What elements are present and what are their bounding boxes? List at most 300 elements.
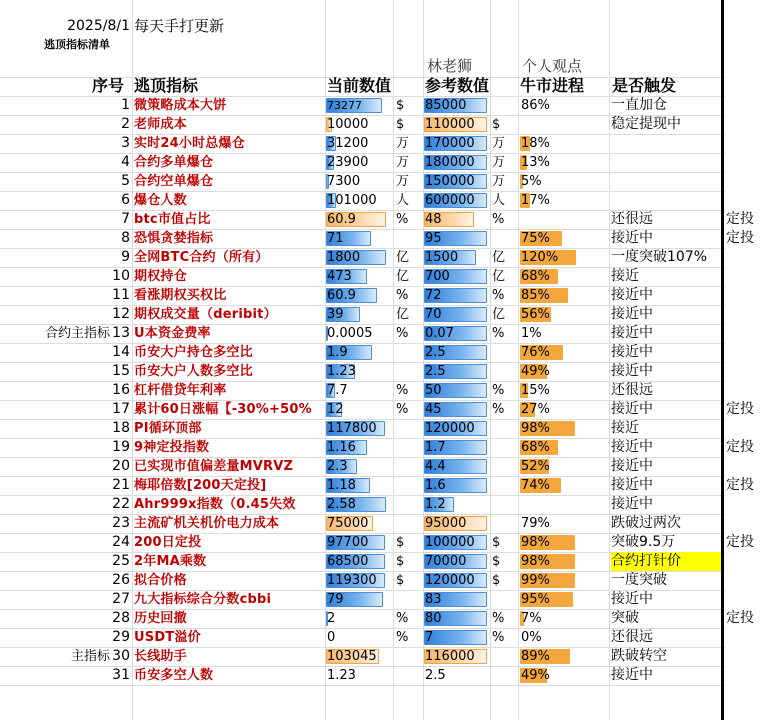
current-unit[interactable]: 万 — [396, 155, 410, 170]
indicator-name[interactable]: 主流矿机关机价电力成本 — [134, 516, 280, 531]
row-index[interactable]: 7 — [121, 211, 130, 227]
reference-value-cell[interactable] — [424, 495, 487, 514]
row-index[interactable]: 3 — [121, 135, 130, 151]
trigger-status[interactable]: 还很远 — [611, 629, 653, 645]
trigger-status[interactable]: 接近中 — [611, 667, 653, 683]
reference-value-cell[interactable] — [424, 267, 487, 286]
current-value-cell-value: 12 — [327, 402, 344, 417]
reference-value-cell[interactable] — [424, 362, 487, 381]
bull-progress-cell[interactable] — [520, 457, 610, 476]
row-index[interactable]: 29 — [112, 629, 130, 645]
table-row[interactable] — [0, 552, 780, 571]
bull-progress-cell[interactable] — [520, 381, 610, 400]
group-label[interactable] — [0, 533, 110, 552]
table-row[interactable] — [0, 191, 780, 210]
table-row[interactable] — [0, 362, 780, 381]
row-index[interactable]: 2 — [121, 116, 130, 132]
trigger-status[interactable]: 接近中 — [611, 287, 653, 303]
table-row[interactable] — [0, 609, 780, 628]
trigger-status[interactable]: 接近中 — [611, 325, 653, 341]
trigger-status[interactable]: 接近中 — [611, 439, 653, 455]
trigger-status[interactable]: 接近中 — [611, 363, 653, 379]
extra-note[interactable]: 定投 — [726, 211, 754, 227]
bull-progress-cell[interactable] — [520, 647, 610, 666]
extra-note[interactable]: 定投 — [726, 477, 754, 493]
reference-value-cell[interactable] — [424, 286, 487, 305]
reference-value-cell[interactable] — [424, 400, 487, 419]
row-index[interactable]: 26 — [112, 572, 130, 588]
reference-value-cell[interactable] — [424, 229, 487, 248]
group-label[interactable] — [0, 552, 110, 571]
reference-unit[interactable]: $ — [492, 554, 501, 569]
indicator-name[interactable]: 期权持仓 — [134, 269, 187, 284]
current-unit[interactable]: $ — [396, 554, 405, 569]
indicator-name[interactable]: 币安大户人数多空比 — [134, 364, 253, 379]
trigger-status[interactable]: 稳定提现中 — [611, 116, 681, 132]
indicator-name[interactable]: 长线助手 — [134, 649, 187, 664]
current-value-cell[interactable] — [326, 305, 386, 324]
trigger-status[interactable]: 接近中 — [611, 401, 653, 417]
table-row[interactable] — [0, 476, 780, 495]
row-index[interactable]: 1 — [121, 97, 130, 113]
trigger-status[interactable]: 突破9.5万 — [611, 534, 676, 550]
table-row[interactable] — [0, 115, 780, 134]
group-label[interactable] — [0, 495, 110, 514]
indicator-name[interactable]: USDT溢价 — [134, 630, 201, 645]
row-index[interactable]: 6 — [121, 192, 130, 208]
indicator-name[interactable]: 看涨期权买权比 — [134, 288, 227, 303]
bull-progress-cell[interactable] — [520, 172, 610, 191]
bull-progress-cell[interactable] — [520, 533, 610, 552]
reference-value-cell[interactable] — [424, 305, 487, 324]
indicator-name[interactable]: 2年MA乘数 — [134, 554, 207, 569]
current-value-cell[interactable] — [326, 666, 386, 685]
bull-progress-cell[interactable] — [520, 305, 610, 324]
table-row[interactable] — [0, 210, 780, 229]
header-progress-top[interactable]: 个人观点 — [522, 57, 583, 75]
row-index[interactable]: 28 — [112, 610, 130, 626]
table-row[interactable] — [0, 381, 780, 400]
current-value-cell[interactable] — [326, 590, 386, 609]
indicator-name[interactable]: 币安多空人数 — [134, 668, 214, 683]
group-label[interactable] — [0, 343, 110, 362]
group-label[interactable] — [0, 438, 110, 457]
current-value-cell[interactable] — [326, 552, 386, 571]
table-row[interactable] — [0, 571, 780, 590]
indicator-name[interactable]: 期权成交量（deribit） — [134, 307, 277, 322]
current-unit[interactable]: % — [396, 212, 409, 227]
header-current[interactable]: 当前数值 — [327, 76, 392, 95]
reference-value-cell[interactable] — [424, 647, 487, 666]
group-label[interactable] — [0, 248, 110, 267]
reference-value-cell[interactable] — [424, 628, 487, 647]
current-unit[interactable]: $ — [396, 98, 405, 113]
bull-progress-cell[interactable] — [520, 476, 610, 495]
table-row[interactable] — [0, 96, 780, 115]
trigger-status[interactable]: 突破 — [611, 610, 639, 626]
reference-unit[interactable]: 万 — [492, 155, 506, 170]
reference-unit[interactable]: 亿 — [492, 307, 506, 322]
header-indicator[interactable]: 逃顶指标 — [134, 76, 199, 95]
current-value-cell[interactable] — [326, 533, 386, 552]
indicator-name[interactable]: 合约空单爆仓 — [134, 174, 214, 189]
indicator-name[interactable]: 九大指标综合分数cbbi — [134, 592, 272, 607]
table-row[interactable] — [0, 248, 780, 267]
reference-value-cell[interactable] — [424, 96, 487, 115]
extra-note[interactable]: 定投 — [726, 401, 754, 417]
row-index[interactable]: 24 — [112, 534, 130, 550]
group-label[interactable] — [0, 514, 110, 533]
trigger-status[interactable]: 一度突破 — [611, 572, 667, 588]
group-label[interactable]: 合约主指标 — [44, 326, 110, 341]
group-label[interactable] — [0, 267, 110, 286]
current-value-cell[interactable] — [326, 343, 386, 362]
reference-unit[interactable]: $ — [492, 535, 501, 550]
reference-value-cell[interactable] — [424, 153, 487, 172]
reference-unit[interactable]: % — [492, 288, 505, 303]
bull-progress-cell[interactable] — [520, 590, 610, 609]
current-value-cell[interactable] — [326, 134, 386, 153]
current-value-cell[interactable] — [326, 381, 386, 400]
indicator-name[interactable]: 实时24小时总爆仓 — [134, 136, 245, 151]
group-label[interactable] — [0, 286, 110, 305]
current-value-cell[interactable] — [326, 571, 386, 590]
bull-progress-cell[interactable] — [520, 552, 610, 571]
trigger-status[interactable]: 接近中 — [611, 458, 653, 474]
table-row[interactable] — [0, 514, 780, 533]
reference-value-cell[interactable] — [424, 210, 487, 229]
reference-unit[interactable]: $ — [492, 573, 501, 588]
current-value-cell[interactable] — [326, 457, 386, 476]
row-index[interactable]: 14 — [112, 344, 130, 360]
bull-progress-cell[interactable] — [520, 419, 610, 438]
trigger-status[interactable]: 接近中 — [611, 591, 653, 607]
current-value-cell[interactable] — [326, 210, 386, 229]
reference-unit[interactable]: 万 — [492, 136, 506, 151]
group-label[interactable] — [0, 172, 110, 191]
trigger-status[interactable]: 跌破转空 — [611, 648, 667, 664]
bull-progress-cell[interactable] — [520, 438, 610, 457]
reference-value-cell[interactable] — [424, 419, 487, 438]
indicator-name[interactable]: 币安大户持仓多空比 — [134, 345, 253, 360]
bull-progress-cell[interactable] — [520, 666, 610, 685]
reference-value-cell[interactable] — [424, 248, 487, 267]
current-unit[interactable]: % — [396, 630, 409, 645]
bull-progress-cell[interactable] — [520, 514, 610, 533]
group-label[interactable] — [0, 115, 110, 134]
extra-note[interactable]: 定投 — [726, 230, 754, 246]
current-value-cell[interactable] — [326, 628, 386, 647]
bull-progress-cell[interactable] — [520, 400, 610, 419]
indicator-name[interactable]: 微策略成本大饼 — [134, 98, 227, 113]
bull-progress-cell[interactable] — [520, 343, 610, 362]
table-row[interactable] — [0, 590, 780, 609]
sheet-date[interactable]: 2025/8/1 — [67, 18, 130, 34]
row-index[interactable]: 20 — [112, 458, 130, 474]
indicator-name[interactable]: 爆仓人数 — [134, 193, 187, 208]
current-value-cell[interactable] — [326, 438, 386, 457]
current-unit[interactable]: $ — [396, 573, 405, 588]
indicator-name[interactable]: 历史回撤 — [134, 611, 187, 626]
group-label[interactable] — [0, 571, 110, 590]
reference-value-cell[interactable] — [424, 438, 487, 457]
indicator-name[interactable]: 已实现市值偏差量MVRVZ — [134, 459, 294, 474]
reference-unit[interactable]: 万 — [492, 174, 506, 189]
reference-value-cell[interactable] — [424, 514, 487, 533]
trigger-status[interactable]: 接近 — [611, 268, 639, 284]
group-label[interactable]: 主指标 — [70, 649, 110, 664]
bull-progress-cell[interactable] — [520, 248, 610, 267]
bull-progress-cell[interactable] — [520, 609, 610, 628]
extra-note[interactable]: 定投 — [726, 534, 754, 550]
sheet-subtitle[interactable]: 每天手打更新 — [134, 17, 225, 35]
row-index[interactable]: 31 — [112, 667, 130, 683]
row-index[interactable]: 19 — [112, 439, 130, 455]
current-unit[interactable]: 万 — [396, 136, 410, 151]
current-value-cell[interactable] — [326, 324, 386, 343]
current-value-cell[interactable] — [326, 191, 386, 210]
table-row[interactable] — [0, 343, 780, 362]
indicator-name[interactable]: PI循环顶部 — [134, 421, 202, 436]
table-row[interactable] — [0, 267, 780, 286]
group-label[interactable] — [0, 381, 110, 400]
indicator-name[interactable]: 老师成本 — [134, 117, 187, 132]
row-index[interactable]: 4 — [121, 154, 130, 170]
trigger-status[interactable]: 接近中 — [611, 344, 653, 360]
group-label[interactable] — [0, 609, 110, 628]
current-value-cell[interactable] — [326, 609, 386, 628]
current-unit[interactable]: 万 — [396, 174, 410, 189]
current-value-cell[interactable] — [326, 248, 386, 267]
current-value-cell[interactable] — [326, 400, 386, 419]
reference-unit[interactable]: % — [492, 326, 505, 341]
group-label[interactable] — [0, 419, 110, 438]
bull-progress-cell[interactable] — [520, 324, 610, 343]
row-index[interactable]: 10 — [112, 268, 130, 284]
indicator-name[interactable]: btc市值占比 — [134, 212, 211, 227]
group-label[interactable] — [0, 666, 110, 685]
group-label[interactable] — [0, 590, 110, 609]
current-value-cell[interactable] — [326, 115, 386, 134]
header-ref[interactable]: 参考数值 — [425, 76, 490, 95]
indicator-name[interactable]: 累计60日涨幅【-30%+50% — [134, 402, 312, 417]
current-value-cell[interactable] — [326, 476, 386, 495]
reference-value-cell[interactable] — [424, 590, 487, 609]
bull-progress-cell[interactable] — [520, 628, 610, 647]
bull-progress-cell[interactable] — [520, 134, 610, 153]
row-index[interactable]: 30 — [112, 648, 130, 664]
trigger-status[interactable]: 跌破过两次 — [611, 515, 681, 531]
current-value-cell[interactable] — [326, 153, 386, 172]
reference-value-cell[interactable] — [424, 533, 487, 552]
reference-unit[interactable]: % — [492, 611, 505, 626]
current-value-cell[interactable] — [326, 362, 386, 381]
bull-progress-cell[interactable] — [520, 210, 610, 229]
current-unit[interactable]: % — [396, 383, 409, 398]
group-label[interactable] — [0, 305, 110, 324]
current-unit[interactable]: 亿 — [396, 307, 410, 322]
indicator-name[interactable]: U本资金费率 — [134, 326, 211, 341]
trigger-status[interactable]: 接近中 — [611, 306, 653, 322]
current-value-cell[interactable] — [326, 286, 386, 305]
table-row[interactable] — [0, 438, 780, 457]
bull-progress-cell[interactable] — [520, 229, 610, 248]
trigger-status[interactable]: 合约打针价 — [611, 552, 721, 571]
table-row[interactable] — [0, 647, 780, 666]
row-index[interactable]: 23 — [112, 515, 130, 531]
bull-progress-cell[interactable] — [520, 286, 610, 305]
table-row[interactable] — [0, 533, 780, 552]
indicator-name[interactable]: 恐惧贪婪指标 — [134, 231, 214, 246]
bull-progress-cell[interactable] — [520, 96, 610, 115]
indicator-name[interactable]: 9神定投指数 — [134, 440, 210, 455]
reference-value-cell[interactable] — [424, 571, 487, 590]
table-row[interactable] — [0, 457, 780, 476]
reference-unit[interactable]: % — [492, 383, 505, 398]
current-value-cell[interactable] — [326, 419, 386, 438]
reference-value-cell[interactable] — [424, 666, 487, 685]
group-label[interactable] — [0, 134, 110, 153]
reference-value-cell[interactable] — [424, 609, 487, 628]
table-row[interactable] — [0, 666, 780, 685]
trigger-status[interactable]: 接近中 — [611, 477, 653, 493]
bull-progress-cell[interactable] — [520, 571, 610, 590]
reference-value-cell[interactable] — [424, 476, 487, 495]
list-name[interactable]: 逃顶指标清单 — [44, 38, 110, 51]
current-value-cell[interactable] — [326, 229, 386, 248]
table-row[interactable] — [0, 286, 780, 305]
current-unit[interactable]: % — [396, 288, 409, 303]
group-label[interactable] — [0, 476, 110, 495]
reference-value-cell[interactable] — [424, 191, 487, 210]
reference-value-cell[interactable] — [424, 324, 487, 343]
group-label[interactable] — [0, 191, 110, 210]
row-index[interactable]: 18 — [112, 420, 130, 436]
bull-progress-cell[interactable] — [520, 191, 610, 210]
reference-value-cell[interactable] — [424, 172, 487, 191]
indicator-name[interactable]: 200日定投 — [134, 535, 202, 550]
table-row[interactable] — [0, 400, 780, 419]
indicator-name[interactable]: Ahr999x指数（0.45失效 — [134, 497, 296, 512]
current-unit[interactable]: 人 — [396, 193, 410, 208]
group-label[interactable] — [0, 96, 110, 115]
indicator-name[interactable]: 合约多单爆仓 — [134, 155, 214, 170]
row-index[interactable]: 8 — [121, 230, 130, 246]
reference-value-cell[interactable] — [424, 115, 487, 134]
bull-progress-cell[interactable] — [520, 362, 610, 381]
table-row[interactable] — [0, 495, 780, 514]
reference-unit[interactable]: % — [492, 402, 505, 417]
trigger-status[interactable]: 还很远 — [611, 211, 653, 227]
reference-value-cell[interactable] — [424, 457, 487, 476]
row-index[interactable]: 11 — [112, 287, 130, 303]
header-triggered[interactable]: 是否触发 — [612, 76, 677, 95]
indicator-name[interactable]: 拟合价格 — [134, 573, 187, 588]
current-value-cell[interactable] — [326, 267, 386, 286]
row-index[interactable]: 5 — [121, 173, 130, 189]
current-unit[interactable]: % — [396, 402, 409, 417]
bull-progress-cell[interactable] — [520, 267, 610, 286]
row-index[interactable]: 22 — [112, 496, 130, 512]
reference-unit[interactable]: 亿 — [492, 269, 506, 284]
reference-value-cell[interactable] — [424, 343, 487, 362]
current-value-cell[interactable] — [326, 172, 386, 191]
bull-progress-cell[interactable] — [520, 495, 610, 514]
extra-note[interactable]: 定投 — [726, 610, 754, 626]
group-label[interactable] — [0, 362, 110, 381]
current-unit[interactable]: % — [396, 611, 409, 626]
reference-value-cell[interactable] — [424, 134, 487, 153]
group-label[interactable] — [0, 153, 110, 172]
table-row[interactable] — [0, 229, 780, 248]
trigger-status[interactable]: 接近中 — [611, 496, 653, 512]
indicator-name[interactable]: 梅耶倍数[200天定投] — [134, 478, 267, 493]
table-row[interactable] — [0, 628, 780, 647]
trigger-status[interactable]: 接近 — [611, 420, 639, 436]
row-index[interactable]: 17 — [112, 401, 130, 417]
table-row[interactable] — [0, 134, 780, 153]
trigger-status[interactable]: 一度突破107% — [611, 249, 708, 265]
group-label[interactable] — [0, 457, 110, 476]
current-value-cell[interactable] — [326, 96, 386, 115]
current-value-cell[interactable] — [326, 514, 386, 533]
row-index[interactable]: 15 — [112, 363, 130, 379]
bull-progress-cell[interactable] — [520, 153, 610, 172]
group-label[interactable] — [0, 229, 110, 248]
current-unit[interactable]: 亿 — [396, 250, 410, 265]
current-unit[interactable]: % — [396, 326, 409, 341]
extra-note[interactable]: 定投 — [726, 439, 754, 455]
table-row[interactable] — [0, 324, 780, 343]
row-index[interactable]: 21 — [112, 477, 130, 493]
current-unit[interactable]: $ — [396, 117, 405, 132]
reference-unit[interactable]: 亿 — [492, 250, 506, 265]
indicator-name[interactable]: 全网BTC合约（所有） — [134, 250, 269, 265]
reference-unit[interactable]: % — [492, 212, 505, 227]
row-index[interactable]: 13 — [112, 325, 130, 341]
reference-unit[interactable]: % — [492, 630, 505, 645]
table-row[interactable] — [0, 419, 780, 438]
table-row[interactable] — [0, 305, 780, 324]
group-label[interactable] — [0, 210, 110, 229]
group-label[interactable] — [0, 400, 110, 419]
row-index[interactable]: 12 — [112, 306, 130, 322]
header-index[interactable]: 序号 — [92, 76, 125, 95]
trigger-status[interactable]: 接近中 — [611, 230, 653, 246]
row-index[interactable]: 25 — [112, 553, 130, 569]
header-ref-top[interactable]: 林老狮 — [427, 57, 473, 75]
reference-value-cell[interactable] — [424, 552, 487, 571]
current-unit[interactable]: $ — [396, 535, 405, 550]
reference-unit[interactable]: 人 — [492, 193, 506, 208]
row-index[interactable]: 16 — [112, 382, 130, 398]
table-row[interactable] — [0, 153, 780, 172]
trigger-status[interactable]: 一直加仓 — [611, 97, 667, 113]
current-unit[interactable]: 亿 — [396, 269, 410, 284]
header-progress[interactable]: 牛市进程 — [520, 76, 585, 95]
current-value-cell[interactable] — [326, 495, 386, 514]
table-row[interactable] — [0, 172, 780, 191]
group-label[interactable] — [0, 628, 110, 647]
current-value-cell[interactable] — [326, 647, 386, 666]
row-index[interactable]: 9 — [121, 249, 130, 265]
reference-value-cell[interactable] — [424, 381, 487, 400]
row-index[interactable]: 27 — [112, 591, 130, 607]
reference-unit[interactable]: $ — [492, 117, 501, 132]
trigger-status[interactable]: 还很远 — [611, 382, 653, 398]
bull-progress-cell[interactable] — [520, 115, 610, 134]
indicator-name[interactable]: 杠杆借贷年利率 — [134, 383, 227, 398]
